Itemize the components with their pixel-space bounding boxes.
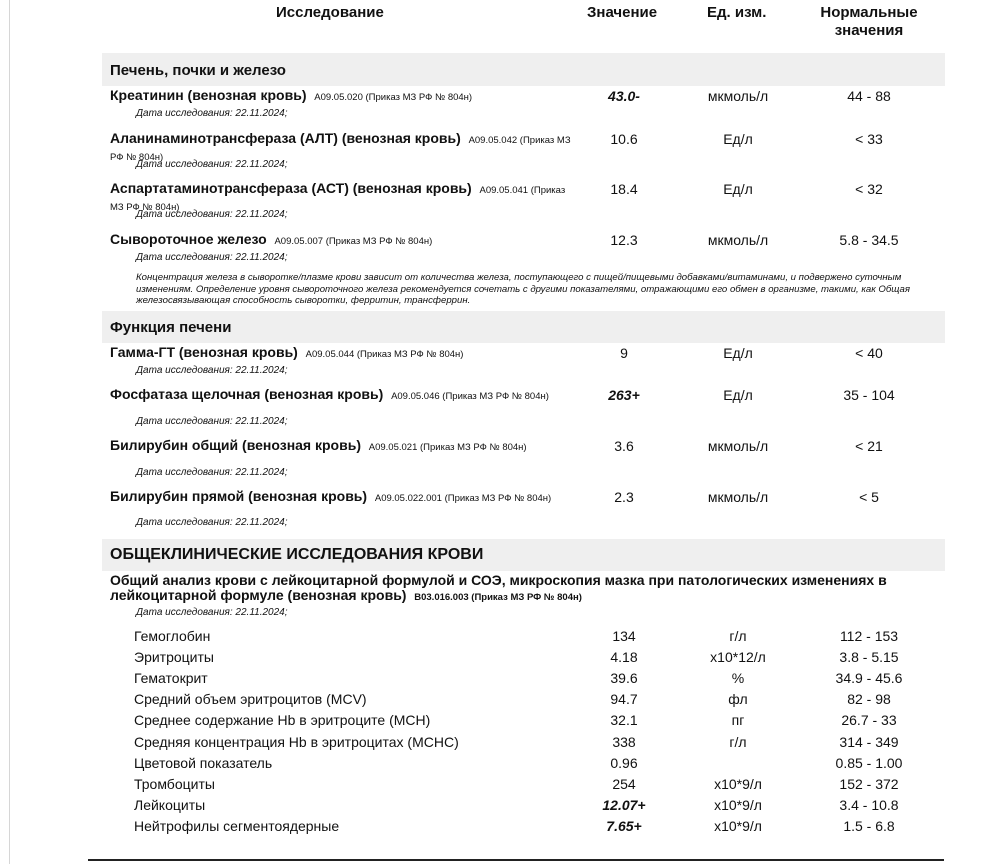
test-name-text: Фосфатаза щелочная (венозная кровь): [110, 386, 384, 402]
section-title: ОБЩЕКЛИНИЧЕСКИЕ ИССЛЕДОВАНИЯ КРОВИ: [110, 546, 484, 563]
cbc-normal-range: 3.8 - 5.15: [839, 649, 899, 665]
cbc-row-mcv: [0, 691, 1000, 712]
cbc-param-name: Лейкоциты: [134, 797, 206, 813]
cbc-row-mch: [0, 712, 1000, 733]
cbc-param-name: Тромбоциты: [134, 776, 215, 792]
test-unit: Ед/л: [723, 345, 753, 361]
cbc-row-wbc: [0, 797, 1000, 818]
test-unit: Ед/л: [723, 387, 753, 403]
cbc-param-name: Гемоглобин: [134, 628, 211, 644]
test-alp-name: [110, 387, 572, 404]
test-code: A09.05.042 (Приказ МЗ РФ № 804н): [110, 135, 571, 163]
test-code: A09.05.007 (Приказ МЗ РФ № 804н): [274, 236, 433, 247]
header-normal-line2: значения: [834, 22, 904, 39]
test-total-bilirubin-name: [110, 438, 572, 455]
cbc-normal-range: 1.5 - 6.8: [843, 818, 895, 834]
cbc-value-flagged: 12.07+: [602, 797, 646, 813]
cbc-value-flagged: 7.65+: [606, 818, 642, 834]
test-value: 3.6: [614, 438, 634, 454]
cbc-param-name: Нейтрофилы сегментоядерные: [134, 818, 340, 834]
section-title: Функция печени: [110, 319, 232, 336]
header-value: Значение: [587, 4, 658, 21]
test-value: 10.6: [610, 131, 638, 147]
cbc-value: 39.6: [610, 670, 638, 686]
test-date: Дата исследования: 22.11.2024;: [136, 252, 288, 263]
section-cbc: [102, 539, 945, 571]
test-code: A09.05.044 (Приказ МЗ РФ № 804н): [305, 349, 464, 360]
cbc-value: 338: [612, 734, 636, 750]
test-date: Дата исследования: 22.11.2024;: [136, 209, 288, 220]
test-direct-bilirubin-name: [110, 489, 572, 506]
cbc-unit: x10*12/л: [710, 649, 766, 665]
test-name-text: Гамма-ГТ (венозная кровь): [110, 344, 298, 360]
test-normal-range: < 32: [855, 181, 883, 197]
cbc-row-hematocrit: [0, 670, 1000, 691]
cbc-row-mchc: [0, 734, 1000, 755]
footer-divider: [88, 859, 944, 861]
test-code: A09.05.021 (Приказ МЗ РФ № 804н): [368, 442, 527, 453]
cbc-normal-range: 34.9 - 45.6: [835, 670, 903, 686]
test-value: 9: [620, 345, 628, 361]
cbc-param-name: Эритроциты: [134, 649, 214, 665]
test-unit: мкмоль/л: [707, 489, 769, 505]
test-code: A09.05.041 (Приказ МЗ РФ № 804н): [110, 185, 566, 213]
cbc-row-rbc: [0, 649, 1000, 670]
test-name-text: Сывороточное железо: [110, 231, 267, 247]
test-unit: мкмоль/л: [707, 438, 769, 454]
test-unit: Ед/л: [723, 181, 753, 197]
test-date: Дата исследования: 22.11.2024;: [136, 416, 288, 427]
cbc-param-name: Средний объем эритроцитов (MCV): [134, 691, 367, 707]
cbc-unit: пг: [731, 712, 745, 728]
test-creatinine-name: [110, 88, 572, 105]
cbc-panel-code: B03.016.003 (Приказ МЗ РФ № 804н): [414, 592, 582, 603]
test-code: A09.05.022.001 (Приказ МЗ РФ № 804н): [374, 493, 552, 504]
cbc-unit: x10*9/л: [714, 797, 762, 813]
cbc-normal-range: 82 - 98: [847, 691, 891, 707]
test-serum-iron-name: [110, 232, 572, 249]
cbc-normal-range: 152 - 372: [839, 776, 899, 792]
test-name-text: Билирубин общий (венозная кровь): [110, 437, 361, 453]
cbc-unit: %: [731, 670, 745, 686]
section-title: Печень, почки и железо: [110, 62, 286, 79]
cbc-row-platelets: [0, 776, 1000, 797]
test-value-flagged: 43.0-: [608, 88, 640, 104]
test-name-text: Креатинин (венозная кровь): [110, 87, 307, 103]
cbc-normal-range: 314 - 349: [839, 734, 899, 750]
cbc-normal-range: 26.7 - 33: [841, 712, 897, 728]
cbc-unit: фл: [728, 691, 748, 707]
cbc-value: 32.1: [610, 712, 638, 728]
test-name-text: Аланинаминотрансфераза (АЛТ) (венозная кровь): [110, 130, 461, 146]
header-unit: Ед. изм.: [707, 4, 767, 21]
cbc-param-name: Среднее содержание Hb в эритроците (MCH): [134, 712, 431, 728]
test-unit: Ед/л: [723, 131, 753, 147]
test-normal-range: 5.8 - 34.5: [839, 232, 899, 248]
test-normal-range: < 21: [855, 438, 883, 454]
cbc-value: 0.96: [610, 755, 638, 771]
test-date: Дата исследования: 22.11.2024;: [136, 365, 288, 376]
test-date: Дата исследования: 22.11.2024;: [136, 159, 288, 170]
cbc-unit: г/л: [729, 628, 747, 644]
cbc-row-segmented-neutrophils: [0, 818, 1000, 839]
cbc-panel-date: Дата исследования: 22.11.2024;: [136, 607, 288, 618]
test-value: 12.3: [610, 232, 638, 248]
cbc-normal-range: 112 - 153: [839, 628, 899, 644]
test-name-text: Аспартатаминотрансфераза (АСТ) (венозная кровь): [110, 180, 472, 196]
cbc-value: 94.7: [610, 691, 638, 707]
cbc-value: 134: [612, 628, 636, 644]
test-name-text: Билирубин прямой (венозная кровь): [110, 488, 368, 504]
cbc-param-name: Средняя концентрация Hb в эритроцитах (MCHC): [134, 734, 459, 750]
test-date: Дата исследования: 22.11.2024;: [136, 467, 288, 478]
cbc-row-hemoglobin: [0, 628, 1000, 649]
test-unit: мкмоль/л: [707, 232, 769, 248]
test-date: Дата исследования: 22.11.2024;: [136, 517, 288, 528]
cbc-panel-name: Общий анализ крови с лейкоцитарной формулой и СОЭ, микроскопия мазка при патологических изменениях в лейкоцитарной формуле (венозная кровь): [110, 572, 887, 603]
cbc-value: 254: [612, 776, 636, 792]
test-date: Дата исследования: 22.11.2024;: [136, 108, 288, 119]
iron-note: Концентрация железа в сыворотке/плазме крови зависит от количества железа, поступающего с пищей/пищевыми добавками/витаминами, и подвержено суточным изменениям. Определение уровня сывороточного железа рекомендуется сочетать с другими показателями, отражающими его обмен в организме, такими, как Общая железосвязывающая способность сыворотки, ферритин, трансферрин.: [136, 272, 911, 306]
test-value: 18.4: [610, 181, 638, 197]
header-study: Исследование: [276, 4, 384, 21]
test-code: A09.05.046 (Приказ МЗ РФ № 804н): [391, 391, 549, 402]
header-normal-line1: Нормальные: [820, 4, 918, 21]
test-normal-range: < 40: [855, 345, 883, 361]
cbc-unit: x10*9/л: [714, 818, 762, 834]
cbc-normal-range: 0.85 - 1.00: [835, 755, 903, 771]
cbc-row-color-index: [0, 755, 1000, 776]
cbc-panel-header: [110, 573, 945, 605]
test-unit: мкмоль/л: [707, 88, 769, 104]
test-normal-range: < 5: [859, 489, 879, 505]
test-value-flagged: 263+: [608, 387, 640, 403]
test-value: 2.3: [614, 489, 634, 505]
cbc-unit: г/л: [729, 734, 747, 750]
cbc-param-name: Гематокрит: [134, 670, 208, 686]
section-liver-function: [102, 311, 945, 343]
cbc-param-name: Цветовой показатель: [134, 755, 273, 771]
test-ggt-name: [110, 345, 572, 362]
header-normal: [800, 4, 938, 40]
cbc-normal-range: 3.4 - 10.8: [839, 797, 899, 813]
cbc-unit: x10*9/л: [714, 776, 762, 792]
test-code: A09.05.020 (Приказ МЗ РФ № 804н): [314, 92, 473, 103]
cbc-value: 4.18: [610, 649, 638, 665]
section-liver-kidney-iron: [102, 53, 945, 86]
test-normal-range: 35 - 104: [843, 387, 895, 403]
test-normal-range: 44 - 88: [847, 88, 891, 104]
test-normal-range: < 33: [855, 131, 883, 147]
